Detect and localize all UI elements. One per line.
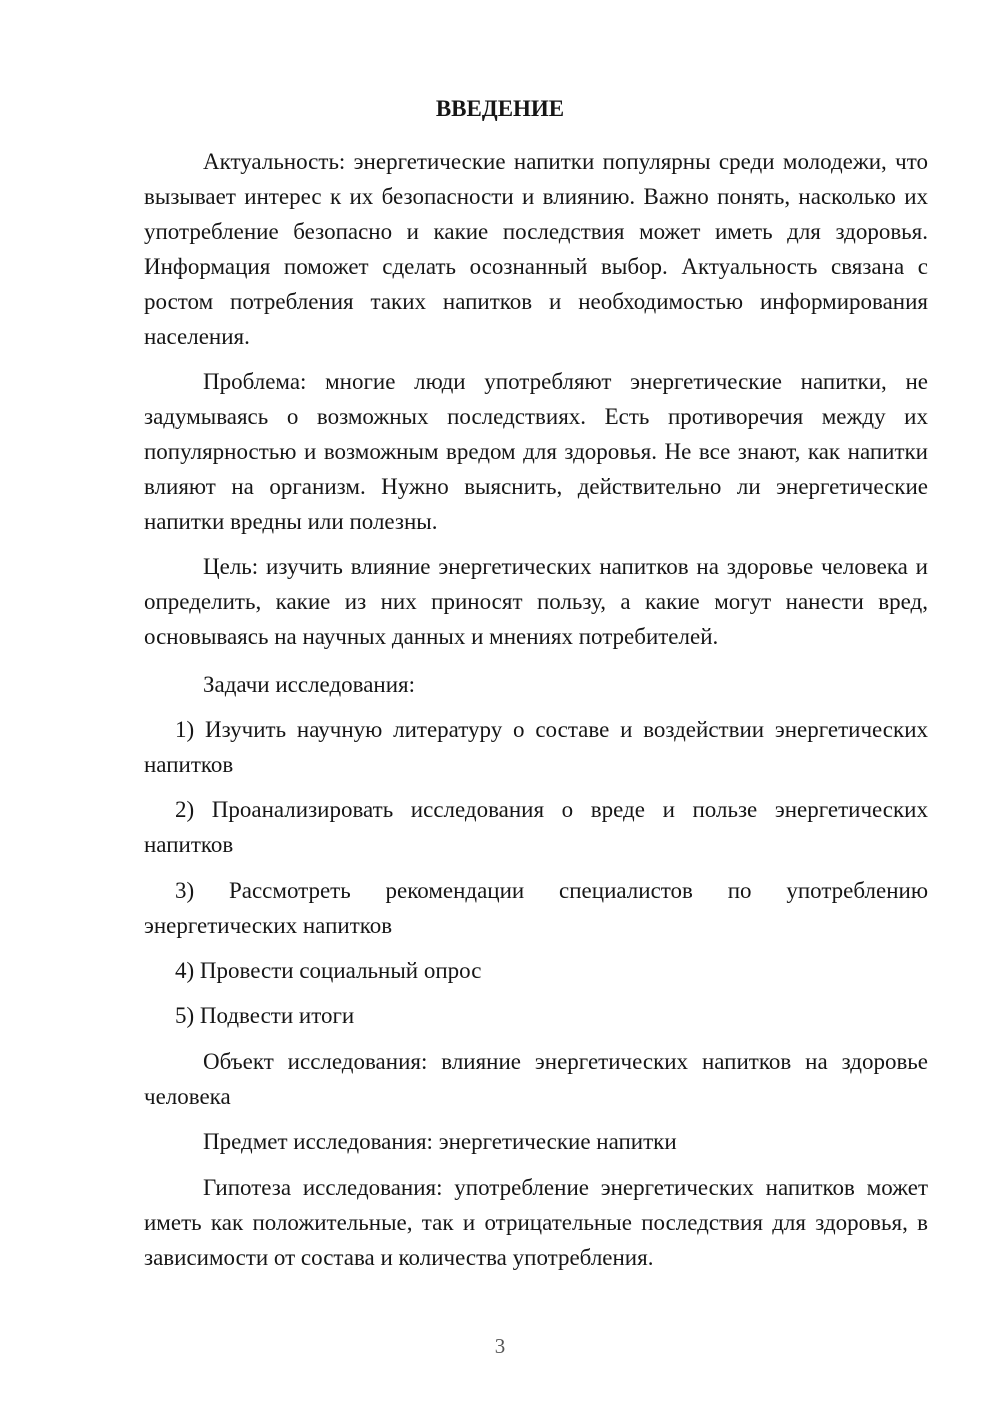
task-item-3: 3) Рассмотреть рекомендации специалистов по употреблению энергетических напитков <box>144 878 928 938</box>
task-item-5: 5) Подвести итоги <box>175 1003 355 1028</box>
task-item-2: 2) Проанализировать исследования о вреде и пользе энергетических напитков <box>144 797 928 857</box>
paragraph-relevance: Актуальность: энергетические напитки популярны среди молодежи, что вызывает интерес к их безопасности и влиянию. Важно понять, насколько их употребление безопасно и какие последствия может иметь для здоровья. Информация поможет сделать осознанный выбор. Актуальность связана с ростом потребления таких напитков и необходимостью информирования населения. <box>144 149 928 349</box>
paragraph-subject: Предмет исследования: энергетические напитки <box>203 1129 677 1154</box>
task-item-4: 4) Провести социальный опрос <box>175 958 482 983</box>
paragraph-object: Объект исследования: влияние энергетических напитков на здоровье человека <box>144 1049 928 1109</box>
page-title: ВВЕДЕНИЕ <box>435 96 565 121</box>
paragraph-goal: Цель: изучить влияние энергетических напитков на здоровье человека и определить, какие из них приносят пользу, а какие могут нанести вред, основываясь на научных данных и мнениях потребителей. <box>144 554 928 649</box>
page-number: 3 <box>494 1334 506 1358</box>
paragraph-problem: Проблема: многие люди употребляют энергетические напитки, не задумываясь о возможных последствиях. Есть противоречия между их популярностью и возможным вредом для здоровья. Не все знают, как напитки влияют на организм. Нужно выяснить, действительно ли энергетические напитки вредны или полезны. <box>144 369 928 534</box>
paragraph-hypothesis: Гипотеза исследования: употребление энергетических напитков может иметь как положительные, так и отрицательные последствия для здоровья, в зависимости от состава и количества употребления. <box>144 1175 928 1270</box>
tasks-heading: Задачи исследования: <box>203 672 416 697</box>
task-item-1: 1) Изучить научную литературу о составе и воздействии энергетических напитков <box>144 717 928 777</box>
